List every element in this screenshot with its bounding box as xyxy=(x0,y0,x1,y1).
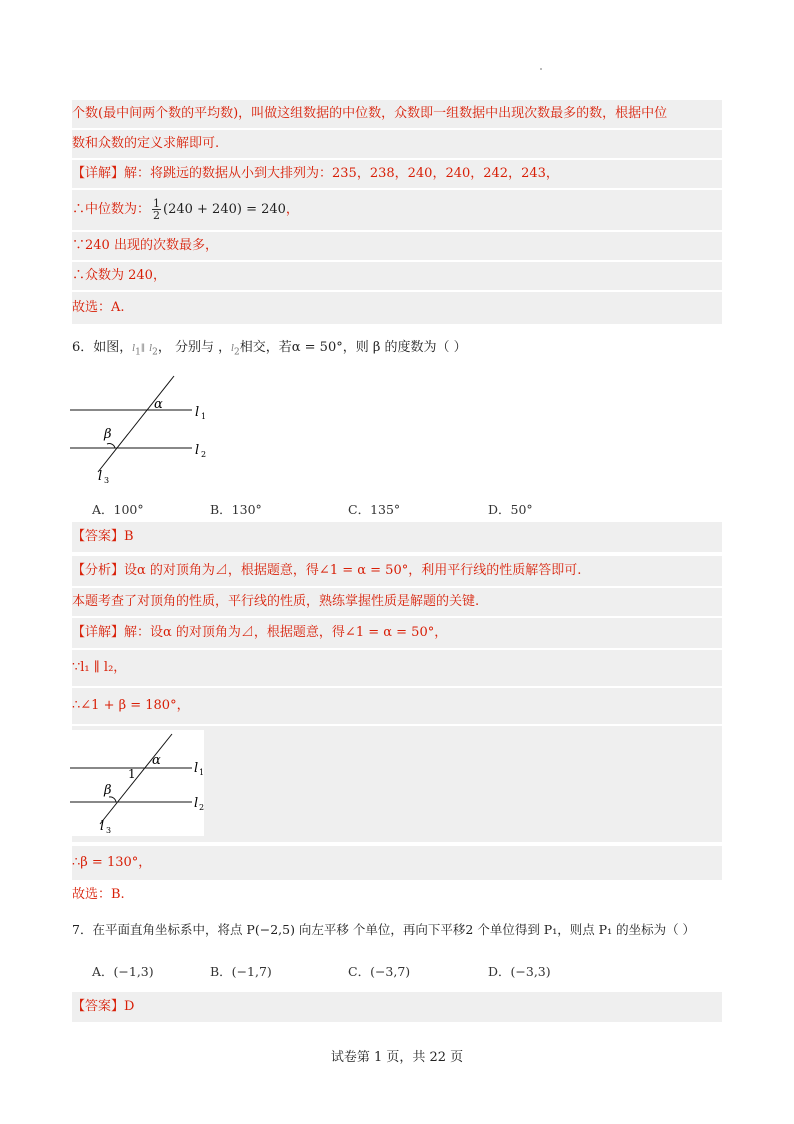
q6-l2: l xyxy=(149,344,153,354)
frac-num: 1 xyxy=(153,197,161,210)
label-l3-sub: 3 xyxy=(104,476,110,484)
q5-solution-line1: 个数(最中间两个数的平均数)，叫做这组数据的中位数，众数即一组数据中出现次数最多的数，根据中位 xyxy=(72,100,722,128)
scan-dot xyxy=(540,68,542,70)
q6-stem-c: 相交，若α = 50°，则 β 的度数为（ ） xyxy=(239,340,467,355)
label-l2-sub: 2 xyxy=(199,803,204,812)
label-l3-sub: 3 xyxy=(106,826,112,835)
q6-detail-line3: ∴∠1 + β = 180°， xyxy=(72,688,722,724)
q6-l1-sub: 1 xyxy=(135,347,141,358)
median-prefix: ∴中位数为： xyxy=(72,202,151,217)
q6-option-d[interactable]: D．50° xyxy=(488,502,533,517)
analysis-tag: 【分析】 xyxy=(72,563,125,578)
q6-l2b: l xyxy=(231,344,234,354)
q6-stem-b: ， 分别与 ， xyxy=(157,340,232,355)
page-footer: 试卷第 1 页，共 22 页 xyxy=(330,1050,464,1065)
label-alpha: α xyxy=(152,753,161,768)
answer-tag: 【答案】 xyxy=(72,529,125,544)
median-expr: (240 + 240) = 240 xyxy=(163,202,286,217)
line-l3 xyxy=(98,376,174,472)
q5-mode-reason: ∵240 出现的次数最多， xyxy=(72,232,722,260)
q6-parallel-lines-figure xyxy=(70,372,220,484)
q7-option-b[interactable]: B．(−1,7) xyxy=(210,964,272,979)
median-suffix: ， xyxy=(285,202,299,217)
label-beta: β xyxy=(104,783,112,798)
q7-option-a[interactable]: A．(−1,3) xyxy=(92,964,154,979)
answer-tag: 【答案】 xyxy=(72,999,125,1014)
label-angle-1: 1 xyxy=(128,767,136,781)
detail-tag: 【详解】 xyxy=(72,166,125,181)
q5-solution-line2: 数和众数的定义求解即可. xyxy=(72,130,722,158)
q7-option-c[interactable]: C．(−3,7) xyxy=(348,964,411,979)
q6-detail-line2: ∵l₁ ∥ l₂， xyxy=(72,650,722,686)
q6-stem-a: 6．如图， xyxy=(72,340,133,355)
q6-l2-sub: 2 xyxy=(152,347,158,358)
detail-text: 解：设α 的对顶角为⊿，根据题意，得∠1 = α = 50°， xyxy=(124,625,448,640)
q7-option-d[interactable]: D．(−3,3) xyxy=(488,964,551,979)
label-l1-sub: 1 xyxy=(199,768,204,777)
median-fraction xyxy=(152,198,161,221)
q5-detail-line xyxy=(72,160,722,188)
q6-answer xyxy=(72,522,722,552)
q5-choice: 故选：A. xyxy=(72,292,722,324)
q6-detail-line4: ∴β = 130°， xyxy=(72,846,722,880)
answer-value: D xyxy=(124,999,135,1014)
q6-l2b-sub: 2 xyxy=(234,347,240,358)
q7-options xyxy=(92,962,722,980)
label-l3: l xyxy=(100,819,105,834)
analysis-text: 设α 的对顶角为⊿，根据题意，得∠1 = α = 50°，利用平行线的性质解答即可. xyxy=(124,563,582,578)
line-l3 xyxy=(100,734,172,824)
frac-den: 2 xyxy=(153,209,161,222)
label-l1-sub: 1 xyxy=(201,412,207,421)
q6-option-a[interactable]: A．100° xyxy=(92,502,144,517)
detail-text: 解：将跳远的数据从小到大排列为：235，238，240，240，242，243， xyxy=(124,166,559,181)
label-beta: β xyxy=(104,427,112,442)
label-l1: l xyxy=(194,761,199,776)
q5-mode-result: ∴众数为 240， xyxy=(72,262,722,290)
q6-options xyxy=(92,500,722,518)
label-alpha: α xyxy=(154,397,163,412)
answer-value: B xyxy=(124,529,134,544)
q6-option-b[interactable]: B．130° xyxy=(210,502,262,517)
label-l2-sub: 2 xyxy=(201,450,207,459)
q6-analysis-line1 xyxy=(72,556,722,586)
q6-parallel: ∥ xyxy=(140,344,146,354)
q6-detail-line1 xyxy=(72,618,722,648)
q6-stem xyxy=(72,338,722,358)
q6-analysis-line2: 本题考查了对顶角的性质，平行线的性质，熟练掌握性质是解题的关键. xyxy=(72,588,722,616)
q6-choice: 故选：B. xyxy=(72,887,125,902)
q5-median-line xyxy=(72,190,722,230)
label-l2: l xyxy=(195,443,200,458)
label-l3: l xyxy=(98,469,103,484)
label-l1: l xyxy=(195,405,200,420)
q6-angle-figure xyxy=(70,730,204,836)
q7-answer xyxy=(72,992,722,1022)
q7-stem: 7．在平面直角坐标系中，将点 P(−2,5) 向左平移 个单位，再向下平移2 个单位得到 P₁，则点 P₁ 的坐标为（ ） xyxy=(72,922,696,937)
label-l2: l xyxy=(194,796,199,811)
q6-option-c[interactable]: C．135° xyxy=(348,502,401,517)
beta-arc xyxy=(107,444,115,448)
detail-tag: 【详解】 xyxy=(72,625,125,640)
q6-l1: l xyxy=(132,344,136,354)
